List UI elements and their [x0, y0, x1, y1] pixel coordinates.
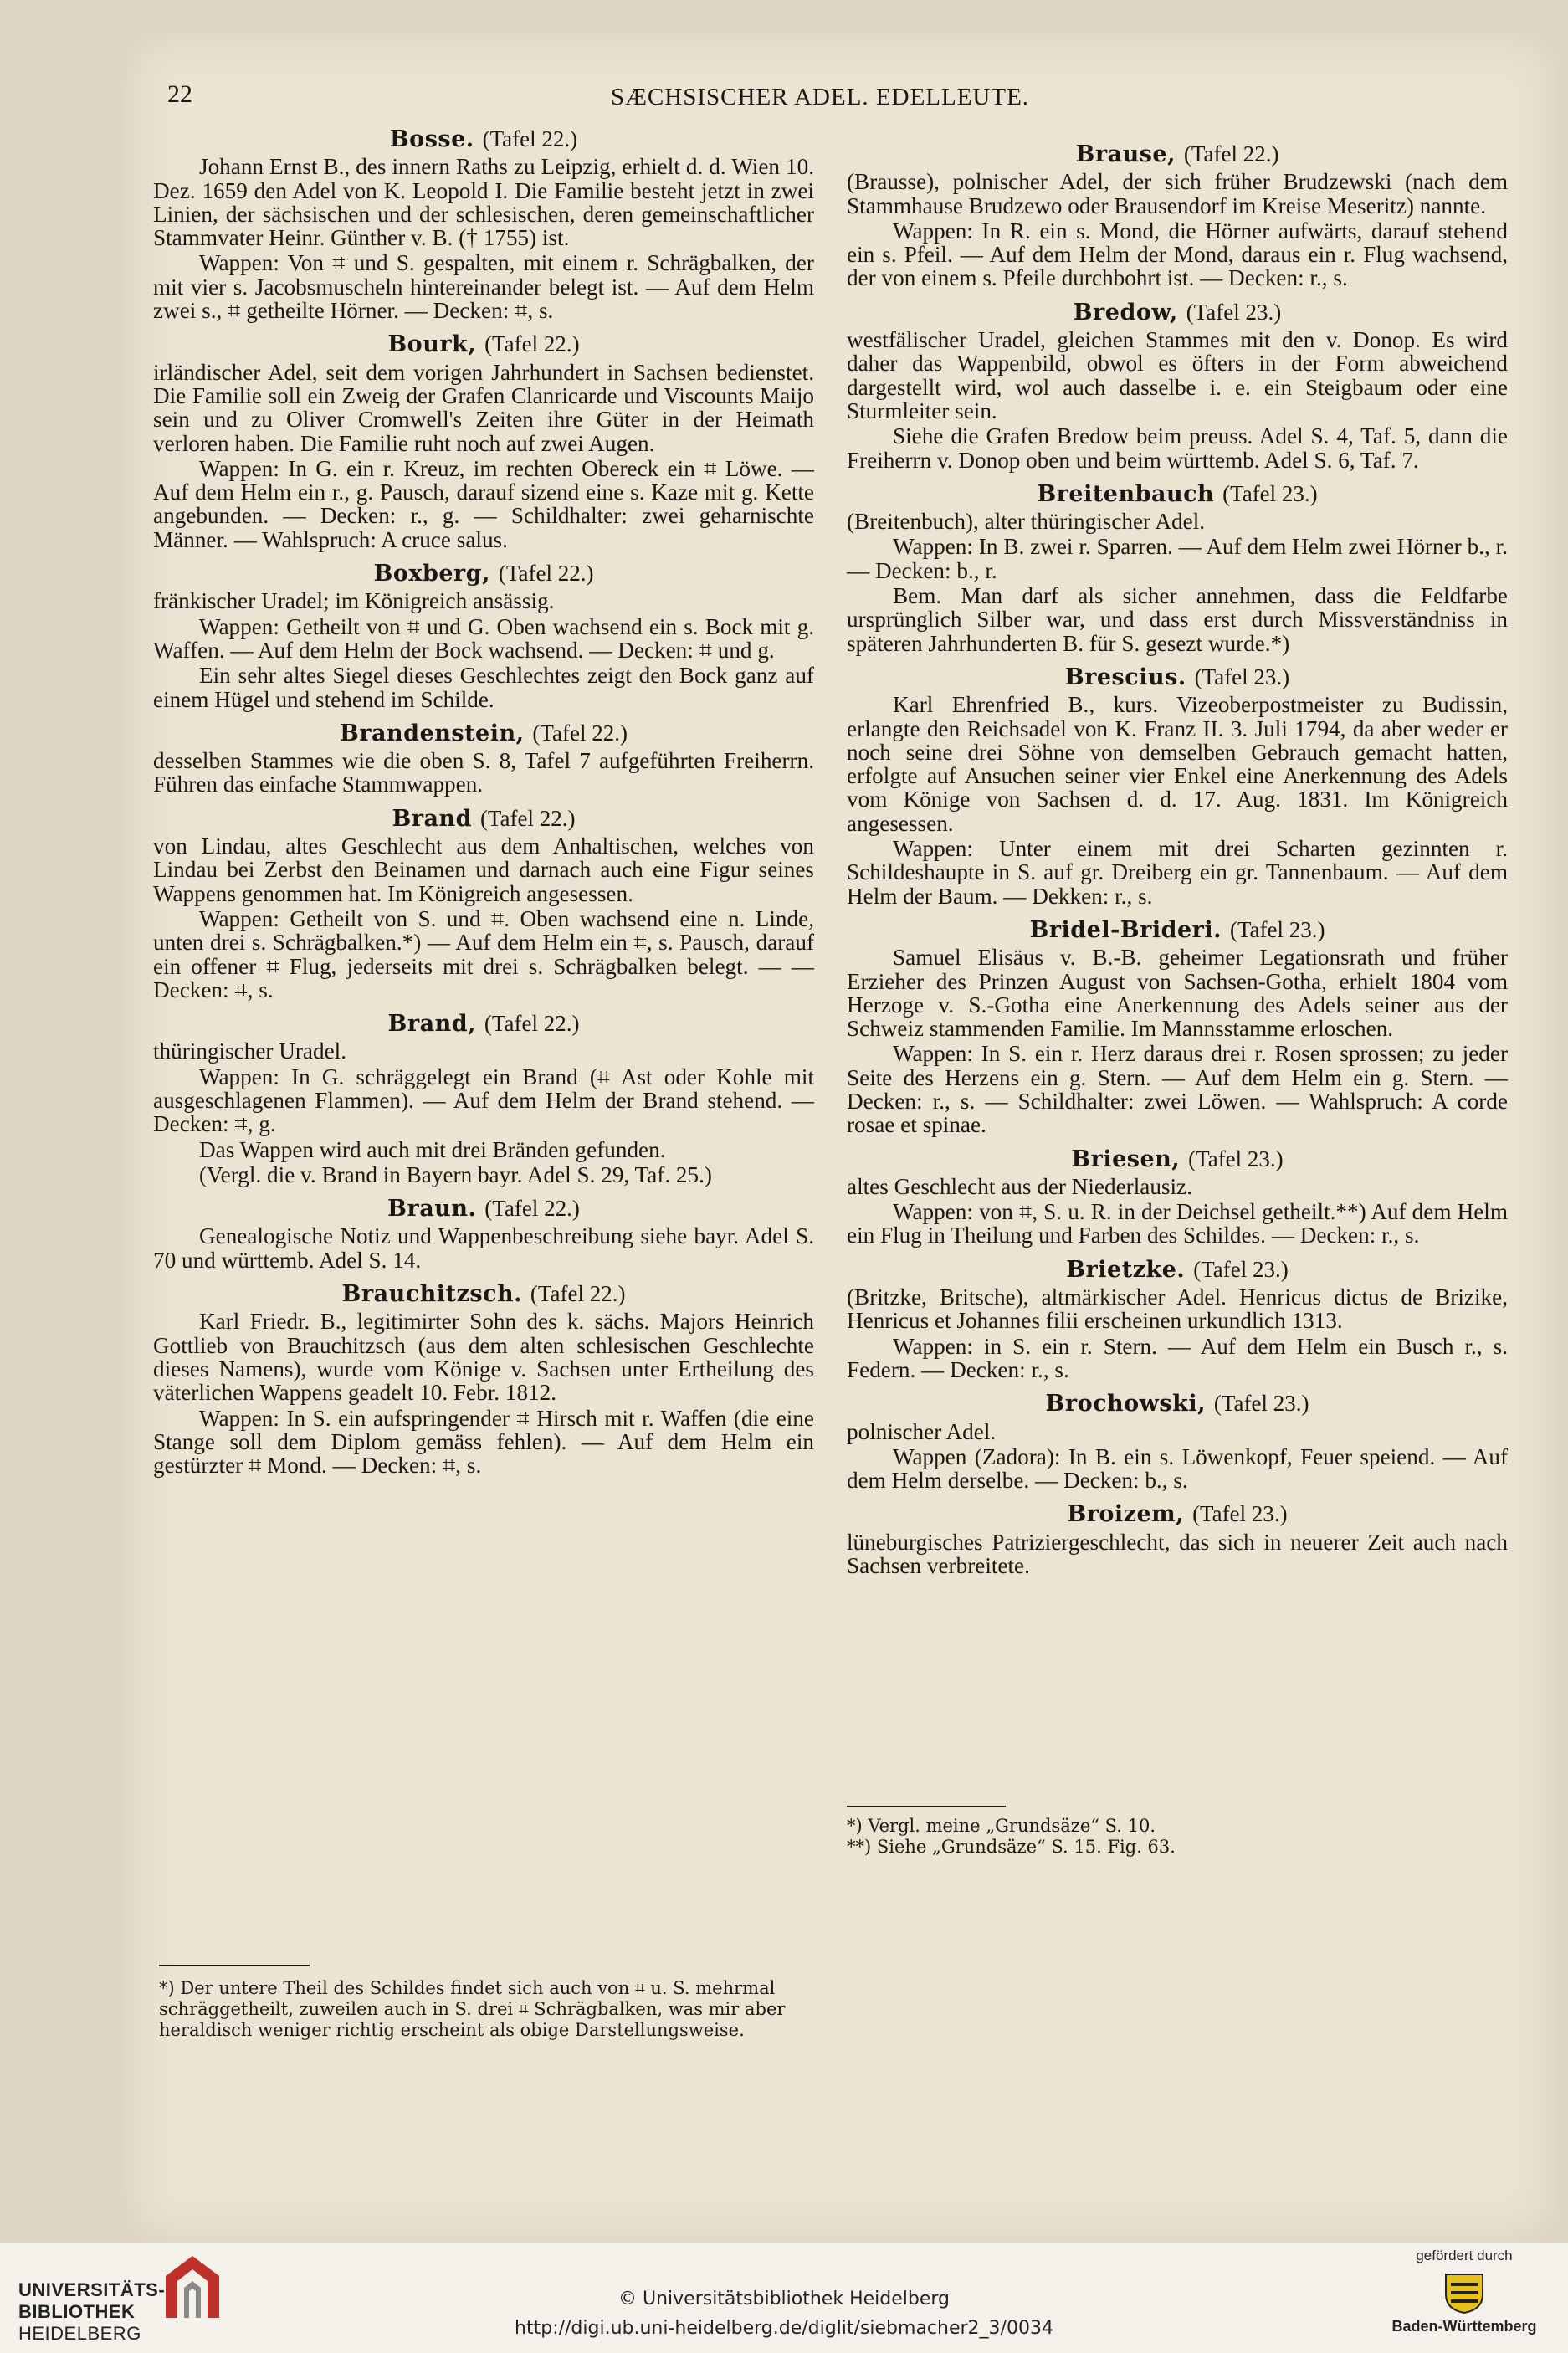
entry-paragraph: (Breitenbuch), alter thüringischer Adel.: [847, 509, 1206, 535]
tafel-reference: (Tafel 22.): [530, 1281, 626, 1307]
entry-paragraph: Siehe die Grafen Bredow beim preuss. Adel S. 4, Taf. 5, dann die Freiherrn v. Donop oben und beim württemb. Adel S. 6, Taf. 7.: [847, 423, 1508, 473]
entry-body: [847, 1530, 1508, 1578]
entry-title: [153, 807, 814, 831]
entry-body: [153, 589, 814, 710]
entry-title: [847, 142, 1508, 167]
right-text-column: [847, 142, 1508, 1587]
entry-paragraph: Karl Friedr. B., legitimirter Sohn des k. sächs. Majors Heinrich Gottlieb von Brauchitzsch (aus dem alten schlesischen Geschlechte dieses Namens), wurde vom Könige v. Sachsen unter Ertheilung des väterlichen Wappens geadelt 10. Febr. 1812.: [153, 1309, 814, 1406]
entry-body: [153, 1224, 814, 1272]
entry-paragraph: Wappen: Getheilt von ⌗ und G. Oben wachsend ein s. Bock mit g. Waffen. — Auf dem Helm der Bock wachsend. — Decken: ⌗ und g.: [153, 613, 814, 663]
entry-right-7: [847, 1392, 1508, 1492]
entry-body: [153, 361, 814, 551]
footnote-rule: [847, 1806, 1006, 1807]
entry-body: [847, 1175, 1508, 1248]
library-name-line-1: UNIVERSITÄTS-: [18, 2279, 166, 2300]
entry-title: [847, 1147, 1508, 1171]
footnotes-right: [847, 1806, 1508, 1858]
entry-title: [153, 127, 814, 151]
tafel-reference: (Tafel 23.): [1193, 1256, 1289, 1282]
tafel-reference: (Tafel 23.): [1186, 299, 1282, 325]
entry-paragraph: Das Wappen wird auch mit drei Bränden gefunden.: [199, 1136, 666, 1162]
family-name: Brause,: [1075, 141, 1184, 167]
family-name: Brescius.: [1064, 664, 1195, 690]
entry-paragraph: Wappen: In G. schräggelegt ein Brand (⌗ Ast oder Kohle mit ausgeschlagenen Flammen). — Auf dem Helm der Brand stehend. — Decken: ⌗, g.: [153, 1064, 814, 1137]
family-name: Bosse.: [389, 126, 483, 152]
entry-body: [847, 510, 1508, 655]
entry-body: [847, 170, 1508, 290]
entry-left-6: [153, 1197, 814, 1272]
tafel-reference: (Tafel 22.): [484, 1011, 580, 1037]
entry-paragraph: Samuel Elisäus v. B.-B. geheimer Legationsrath und früher Erzieher des Prinzen August von Sachsen-Gotha, erhielt 1804 vom Herzoge v. S.-Gotha eine Anerkennung des Adels seiner aus der Schweiz stammenden Familie. Im Mannsstamme erloschen.: [847, 945, 1508, 1042]
entry-right-5: [847, 1147, 1508, 1248]
entry-left-0: [153, 127, 814, 322]
entry-body: [847, 1420, 1508, 1493]
entry-body: [153, 1039, 814, 1187]
source-url-link[interactable]: http://digi.ub.uni-heidelberg.de/diglit/siebmacher2_3/0034: [515, 2318, 1053, 2339]
entry-body: [153, 1310, 814, 1477]
footnote-text: *) Der untere Theil des Schildes findet sich auch von ⌗ u. S. mehrmal schräggetheilt, zuweilen auch in S. drei ⌗ Schrägbalken, was mir aber heraldisch weniger richtig erscheint als obige Darstellungsweise.: [159, 1978, 786, 2040]
entry-paragraph: Wappen: Getheilt von S. und ⌗. Oben wachsend eine n. Linde, unten drei s. Schrägbalken.*) — Auf dem Helm ein ⌗, s. Pausch, darauf ein offener ⌗ Flug, jederseits mit drei s. Schrägbalken belegt. — — Decken: ⌗, s.: [153, 905, 814, 1002]
tafel-reference: (Tafel 23.): [1188, 1146, 1284, 1171]
entry-body: [847, 946, 1508, 1136]
entry-paragraph: Wappen: In B. zwei r. Sparren. — Auf dem Helm zwei Hörner b., r. — Decken: b., r.: [847, 534, 1508, 583]
entry-title: [847, 482, 1508, 506]
family-name: Brochowski,: [1045, 1391, 1214, 1417]
entry-body: [153, 155, 814, 322]
family-name: Bredow,: [1073, 299, 1186, 326]
footnote-text: **) Siehe „Grundsäze“ S. 15. Fig. 63.: [847, 1837, 1176, 1857]
entry-title: [847, 1502, 1508, 1526]
entry-left-5: [153, 1012, 814, 1187]
entry-body: [153, 834, 814, 1002]
family-name: Brandenstein,: [340, 720, 533, 746]
tafel-reference: (Tafel 23.): [1229, 916, 1325, 942]
entry-paragraph: desselben Stammes wie die oben S. 8, Tafel 7 aufgeführten Freiherrn. Führen das einfache Stammwappen.: [153, 748, 814, 797]
entry-paragraph: Wappen: In S. ein aufspringender ⌗ Hirsch mit r. Waffen (die eine Stange soll dem Diplom gemäss fehlen). — Auf dem Helm ein gestürzter ⌗ Mond. — Decken: ⌗, s.: [153, 1405, 814, 1479]
entry-right-3: [847, 665, 1508, 908]
entry-right-0: [847, 142, 1508, 290]
family-name: Brand,: [387, 1011, 484, 1038]
tafel-reference: (Tafel 23.): [1222, 480, 1318, 506]
entry-title: [847, 1392, 1508, 1416]
entry-paragraph: westfälischer Uradel, gleichen Stammes mit den v. Donop. Es wird daher das Wappenbild, obwol es öfters in der Form abweichend dargestellt wird, wol auch dasselbe i. e. ein Steigbaum oder eine Sturmleiter sein.: [847, 327, 1508, 423]
entry-title: [153, 1012, 814, 1036]
sponsor-name: Baden-Württemberg: [1391, 2318, 1537, 2335]
entry-left-3: [153, 721, 814, 797]
entry-paragraph: Wappen (Zadora): In B. ein s. Löwenkopf, Feuer speiend. — Auf dem Helm derselbe. — Decken: b., s.: [847, 1443, 1508, 1494]
entry-left-7: [153, 1282, 814, 1477]
entry-paragraph: Wappen: Von ⌗ und S. gespalten, mit einem r. Schrägbalken, der mit vier s. Jacobsmuscheln hintereinander belegt ist. — Auf dem Helm zwei s., ⌗ getheilte Hörner. — Decken: ⌗, s.: [153, 250, 814, 324]
entry-right-1: [847, 300, 1508, 472]
entry-paragraph: Wappen: In R. ein s. Mond, die Hörner aufwärts, darauf stehend ein s. Pfeil. — Auf dem Helm der Mond, daraus ein r. Flug wachsend, der von einem s. Pfeile durchbohrt ist. — Decken: r., s.: [847, 218, 1508, 291]
entry-paragraph: Ein sehr altes Siegel dieses Geschlechtes zeigt den Bock ganz auf einem Hügel und stehend im Schilde.: [153, 663, 814, 712]
entry-title: [153, 1282, 814, 1306]
sponsor-label: gefördert durch: [1416, 2248, 1513, 2263]
entry-right-8: [847, 1502, 1508, 1577]
footnote-text: *) Vergl. meine „Grundsäze“ S. 10.: [847, 1816, 1156, 1836]
sponsor-block[interactable]: [1372, 2248, 1556, 2335]
entry-paragraph: Bem. Man darf als sicher annehmen, dass die Feldfarbe ursprünglich Silber war, und dass erst durch Missverständniss in späteren Jahrhunderten B. für S. gesezt wurde.*): [847, 583, 1508, 656]
entry-title: [153, 1197, 814, 1221]
library-name-line-3: HEIDELBERG: [18, 2323, 141, 2344]
family-name: Braun.: [387, 1196, 485, 1223]
left-text-column: [153, 127, 814, 1487]
entry-left-2: [153, 561, 814, 711]
entry-paragraph: Genealogische Notiz und Wappenbeschreibung siehe bayr. Adel S. 70 und württemb. Adel S. 14.: [153, 1223, 814, 1273]
family-name: Briesen,: [1071, 1146, 1189, 1172]
library-emblem-icon: [159, 2251, 226, 2323]
library-name-line-2: BIBLIOTHEK: [18, 2301, 136, 2322]
family-name: Brietzke.: [1066, 1256, 1194, 1283]
entry-paragraph: thüringischer Uradel.: [153, 1038, 347, 1064]
tafel-reference: (Tafel 23.): [1194, 664, 1290, 689]
family-name: Broizem,: [1067, 1501, 1193, 1528]
entry-right-2: [847, 482, 1508, 655]
entry-paragraph: Wappen: in S. ein r. Stern. — Auf dem Helm ein Busch r., s. Federn. — Decken: r., s.: [847, 1333, 1508, 1382]
entry-paragraph: irländischer Adel, seit dem vorigen Jahrhundert in Sachsen bedienstet. Die Familie soll ein Zweig der Grafen Clanricarde und Viscounts Maijo sein und zu Oliver Cromwell's Zeiten ihre Güter in der Heimath verloren haben. Die Familie ruht noch auf zwei Augen.: [153, 359, 814, 456]
entry-body: [847, 1285, 1508, 1382]
entry-paragraph: (Vergl. die v. Brand in Bayern bayr. Adel S. 29, Taf. 25.): [199, 1161, 712, 1187]
entry-title: [153, 561, 814, 586]
tafel-reference: (Tafel 23.): [1192, 1501, 1288, 1527]
tafel-reference: (Tafel 22.): [482, 126, 578, 151]
page-number: 22: [167, 80, 192, 108]
entry-paragraph: Karl Ehrenfried B., kurs. Vizeoberpostmeister zu Budissin, erlangte den Reichsadel von K. Franz II. 3. Juli 1794, da aber weder er noch seine drei Söhne von demselben Gebrauch gemacht hatten, erfolgte auf Ansuchen seiner vier Enkel eine Anerkennung des Adels vom Könige von Sachsen d. d. 17. Aug. 1831. Im Königreich angesessen.: [847, 692, 1508, 836]
family-name: Bourk,: [387, 331, 485, 358]
entry-title: [153, 721, 814, 746]
entry-paragraph: fränkischer Uradel; im Königreich ansässig.: [153, 588, 555, 614]
footnote-left: [159, 1940, 803, 2041]
entry-paragraph: Wappen: Unter einem mit drei Scharten gezinnten r. Schildeshaupte in S. auf gr. Dreiberg ein gr. Tannenbaum. — Auf dem Helm der Baum. — Dekken: r., s.: [847, 836, 1508, 909]
entry-paragraph: altes Geschlecht aus der Niederlausiz.: [847, 1173, 1192, 1199]
entry-title: [847, 665, 1508, 689]
tafel-reference: (Tafel 22.): [484, 331, 580, 357]
entry-paragraph: polnischer Adel.: [847, 1418, 997, 1444]
tafel-reference: (Tafel 22.): [479, 805, 576, 831]
tafel-reference: (Tafel 22.): [532, 720, 628, 746]
entry-body: [153, 749, 814, 797]
tafel-reference: (Tafel 23.): [1213, 1391, 1309, 1417]
family-name: Bridel-Brideri.: [1029, 916, 1230, 943]
entry-paragraph: (Britzke, Britsche), altmärkischer Adel. Henricus dictus de Brizike, Henricus et Johannes filii erscheinen urkundlich 1313.: [847, 1284, 1508, 1334]
entry-body: [847, 328, 1508, 472]
copyright-line: © Universitätsbibliothek Heidelberg: [617, 2289, 950, 2309]
family-name: Brand: [392, 805, 480, 832]
entry-title: [153, 332, 814, 356]
entry-paragraph: Wappen: von ⌗, S. u. R. in der Deichsel getheilt.**) Auf dem Helm ein Flug in Theilung und Farben des Schildes. — Decken: r., s.: [847, 1199, 1508, 1248]
tafel-reference: (Tafel 22.): [498, 561, 594, 587]
entry-paragraph: von Lindau, altes Geschlecht aus dem Anhaltischen, welches von Lindau bei Zerbst den Beinamen und darnach auch eine Figur seines Wappens genommen hat. Im Königreich angesessen.: [153, 833, 814, 906]
entry-paragraph: Johann Ernst B., des innern Raths zu Leipzig, erhielt d. d. Wien 10. Dez. 1659 den Adel von K. Leopold I. Die Familie besteht jetzt in zwei Linien, der sächsischen und der schlesischen, deren gemeinschaftlicher Stammvater Heinr. Günther v. B. († 1755) ist.: [153, 154, 814, 251]
footnote-rule: [159, 1965, 310, 1966]
tafel-reference: (Tafel 22.): [484, 1196, 580, 1222]
entry-title: [847, 918, 1508, 942]
running-header: SÆCHSISCHER ADEL. EDELLEUTE.: [611, 84, 1030, 110]
entry-left-4: [153, 807, 814, 1002]
entry-paragraph: lüneburgisches Patriziergeschlecht, das sich in neuerer Zeit auch nach Sachsen verbreitete.: [847, 1529, 1508, 1579]
family-name: Brauchitzsch.: [341, 1281, 530, 1308]
family-name: Breitenbauch: [1037, 480, 1223, 507]
entry-title: [847, 1258, 1508, 1282]
entry-title: [847, 300, 1508, 325]
state-crest-icon: [1439, 2271, 1489, 2315]
entry-paragraph: (Brausse), polnischer Adel, der sich früher Brudzewski (nach dem Stammhause Brudzewo oder Brausendorf im Kreise Meseritz) nannte.: [847, 169, 1508, 218]
entry-left-1: [153, 332, 814, 551]
entry-paragraph: Wappen: In S. ein r. Herz daraus drei r. Rosen sprossen; zu jeder Seite des Herzens ein g. Stern. — Auf dem Helm ein g. Stern. — Decken: r., s. — Schildhalter: zwei Löwen. — Wahlspruch: A corde rosae et spinae.: [847, 1041, 1508, 1138]
entry-right-4: [847, 918, 1508, 1137]
entry-paragraph: Wappen: In G. ein r. Kreuz, im rechten Obereck ein ⌗ Löwe. — Auf dem Helm ein r., g. Pausch, darauf sizend eine s. Kaze mit g. Kette angebunden. — Decken: r., g. — Schildhalter: zwei geharnischte Männer. — Wahlspruch: A cruce salus.: [153, 455, 814, 552]
entry-right-6: [847, 1258, 1508, 1382]
tafel-reference: (Tafel 22.): [1183, 141, 1279, 167]
entry-body: [847, 693, 1508, 908]
family-name: Boxberg,: [373, 561, 499, 587]
